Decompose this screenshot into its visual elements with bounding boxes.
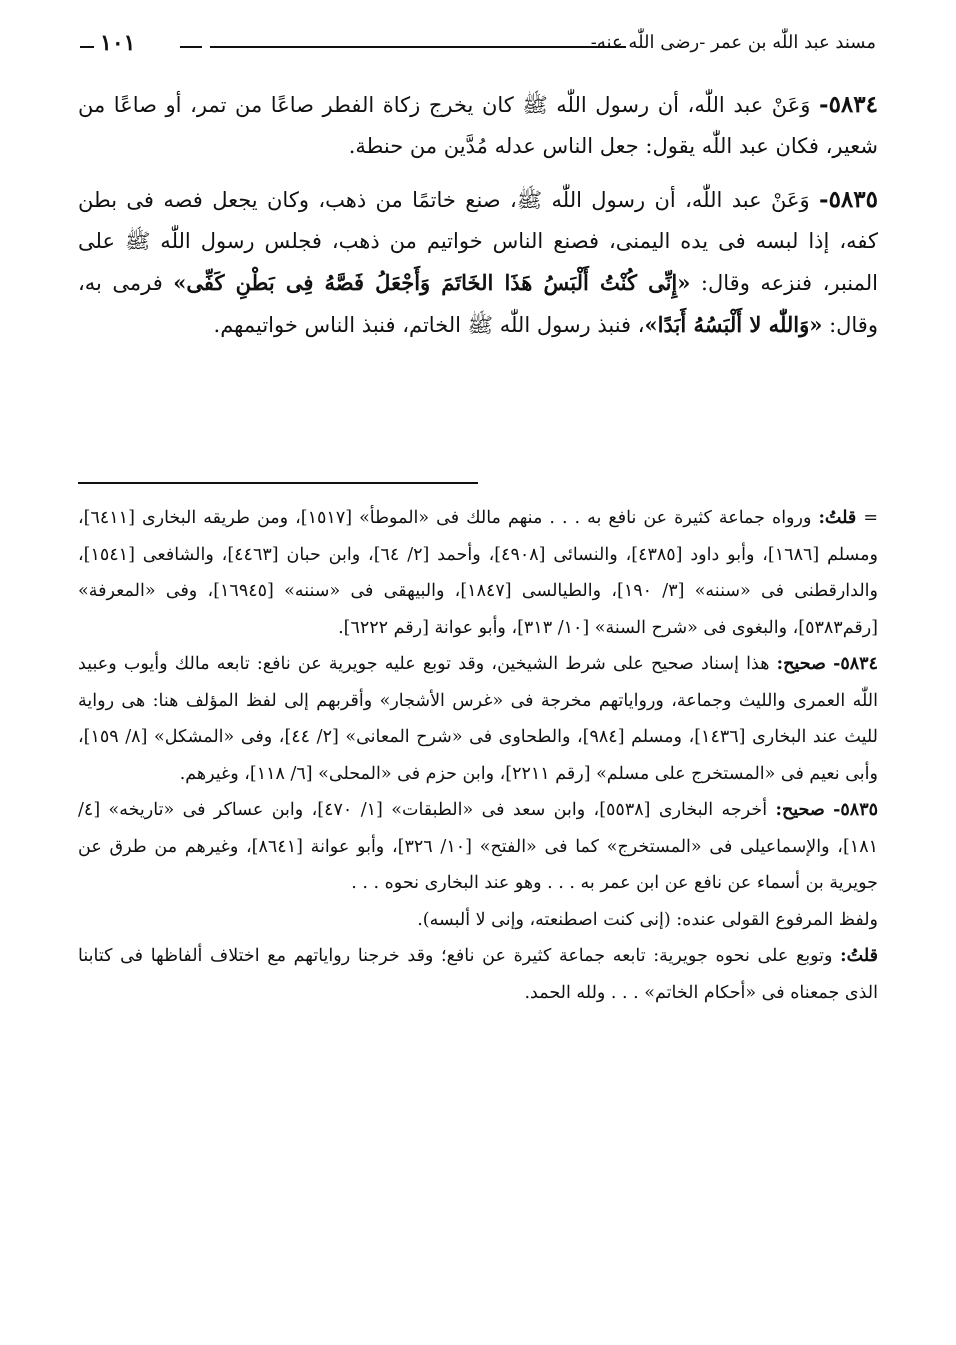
footnote-5834 [78,646,878,792]
running-header [80,30,876,64]
main-text [78,84,878,358]
page-number: ١٠١ [100,30,136,56]
footnote-wording [78,902,878,939]
footnote-remark [78,938,878,1011]
footnote-lead: قلتُ: [840,946,878,966]
footnote-text: أخرجه البخارى [٥٥٣٨]، وابن سعد فى «الطبقات» [١/ ٤٧٠]، وابن عساكر فى «تاريخه» [٤/ ١٨١]، والإسماعيلى فى «المستخرج» كما فى «الفتح» [١٠/ ٣٢٦]، وأبو عوانة [٨٦٤١]، وغيرهم من طرق عن جويرية بن أسماء عن نافع عن ابن عمر به . . . وهو عند البخارى نحوه . . . [78,800,878,893]
header-dash [180,46,202,48]
footnote-text: وتوبع على نحوه جويرية: تابعه جماعة كثيرة عن نافع؛ وقد خرجنا رواياتهم مع اختلاف ألفاظها فى كتابنا الذى جمعناه فى «أحكام الخاتم» . . . ولله الحمد. [78,946,878,1003]
footnote-text: هذا إسناد صحيح على شرط الشيخين، وقد توبع عليه جويرية عن نافع: تابعه مالك وأيوب وعبيد اللّٰه العمرى والليث وجماعة، ورواياتهم مخرجة فى «غرس الأشجار» وأقربهم إلى لفظ المؤلف هنا: هى رواية لليث عند البخارى [١٤٣٦]، ومسلم [٩٨٤]، والطحاوى فى «شرح المعانى» [٢/ ٤٤]، وفى «المشكل» [٨/ ١٥٩]، وأبى نعيم فى «المستخرج على مسلم» [رقم ٢٢١١]، وابن حزم فى «المحلى» [٦/ ١١٨]، وغيرهم. [78,654,878,784]
footnote-lead: صحيح: [776,654,826,674]
footnote-text: ورواه جماعة كثيرة عن نافع به . . . منهم مالك فى «الموطأ» [١٥١٧]، ومن طريقه البخارى [٦٤١١]، ومسلم [١٦٨٦]، وأبو داود [٤٣٨٥]، والنسائى [٤٩٠٨]، وأحمد [٢/ ٦٤]، وابن حبان [٤٤٦٣]، والشافعى [١٥٤١]، والدارقطنى فى «سننه» [٣/ ١٩٠]، والطيالسى [١٨٤٧]، والبيهقى فى «سننه» [١٦٩٤٥]، وفى «المعرفة» [رقم٥٣٨٣]، والبغوى فى «شرح السنة» [١٠/ ٣١٣]، وأبو عوانة [رقم ٦٢٢٢]. [78,508,878,638]
hadith-number: ٥٨٣٤- [819,91,878,118]
footnote-text: ولفظ المرفوع القولى عنده: (إنى كنت اصطنعته، وإنى لا ألبسه). [417,909,878,930]
header-title: مسند عبد اللّٰه بن عمر -رضى اللّٰه عنه- [583,32,876,53]
header-rule [210,46,626,48]
hadith-5835 [78,179,878,346]
footnote-separator [78,482,478,484]
hadith-text: فرمى به، وقال: [78,271,878,337]
prophetic-quote: «وَاللّٰه لا أَلْبَسُهُ أَبَدًا» [644,312,823,337]
footnotes [78,500,878,1011]
footnote-5835 [78,792,878,902]
header-dash [80,46,94,48]
hadith-text: ، فنبذ رسول اللّٰه ﷺ الخاتم، فنبذ الناس خواتيمهم. [213,313,645,337]
footnote-lead: صحيح: [775,800,825,820]
footnote-number: ٥٨٣٤- [833,654,878,674]
continuation-mark: = [863,508,878,528]
footnote-number: ٥٨٣٥- [833,800,878,820]
hadith-number: ٥٨٣٥- [819,186,878,213]
footnote-lead: قلتُ: [818,508,857,528]
hadith-text: وَعَنْ عبد اللّٰه، أن رسول اللّٰه ﷺ كان يخرج زكاة الفطر صاعًا من تمر، أو صاعًا من شعير، فكان عبد اللّٰه يقول: جعل الناس عدله مُدَّين من حنطة. [78,93,878,158]
prophetic-quote: «إِنِّى كُنْتُ أَلْبَسُ هَذَا الخَاتَمَ وَأَجْعَلُ فَصَّهُ فِى بَطْنِ كَفِّى» [173,270,691,295]
hadith-5834 [78,84,878,167]
hadith-text: وَعَنْ عبد اللّٰه، أن رسول اللّٰه ﷺ، صنع خاتمًا من ذهب، وكان يجعل فصه فى بطن كفه، إذا لبسه فى يده اليمنى، فصنع الناس خواتيم من ذهب، فجلس رسول اللّٰه ﷺ على المنبر، فنزعه وقال: [78,188,878,295]
footnote-continuation [78,500,878,646]
